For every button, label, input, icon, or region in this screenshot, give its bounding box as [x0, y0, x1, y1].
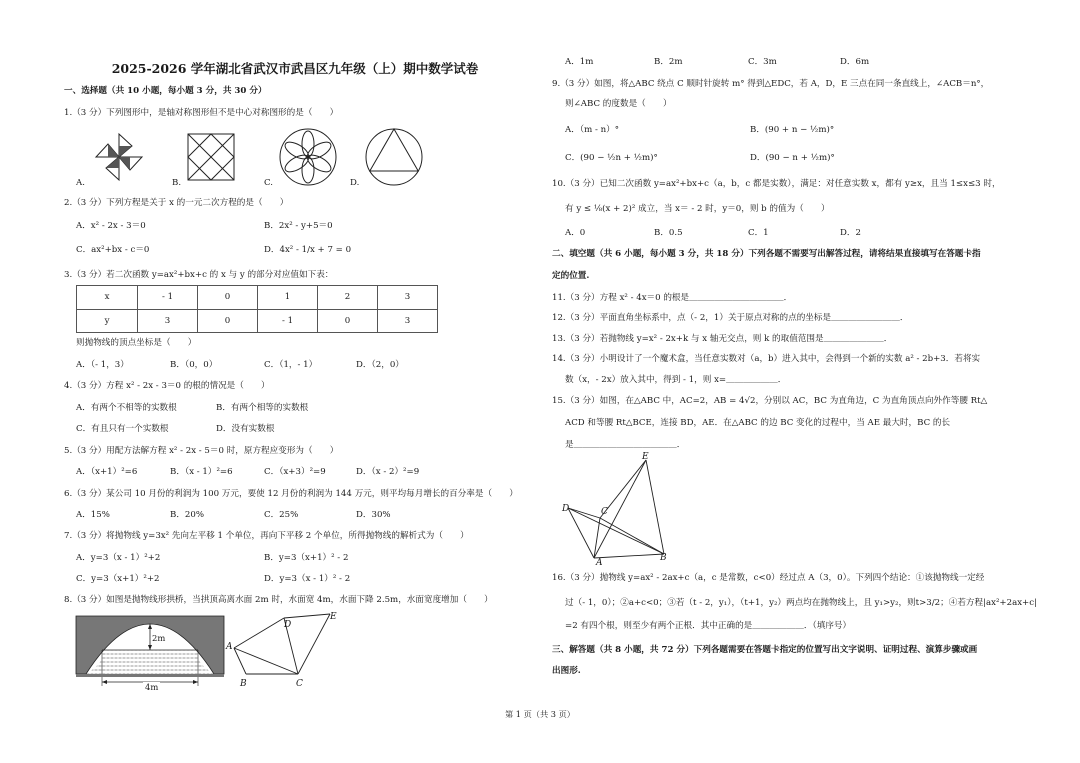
- q15-stem-2: ACD 和等腰 Rt△BCE，连接 BD，AE．在△ABC 的边 BC 变化的过程中，当 AE 最大时，BC 的长: [565, 418, 951, 428]
- q7-option-a[interactable]: A．y=3（x - 1）²+2: [76, 553, 161, 563]
- section-3-heading: 三、解答题（共 8 小题，共 72 分）下列各题需要在答题卡指定的位置写出文字说明、证明过程、演算步骤或画: [552, 645, 978, 655]
- q8-option-c[interactable]: C．3m: [748, 57, 777, 67]
- q15-label-a: A: [596, 558, 603, 568]
- q15-label-c: C: [601, 507, 608, 517]
- q8-option-a[interactable]: A．1m: [565, 57, 594, 67]
- q2-stem: 2.（3 分）下列方程是关于 x 的一元二次方程的是（ ）: [64, 198, 289, 208]
- q15-stem: 15.（3 分）如图，在△ABC 中，AC=2，AB = 4√2，分别以 AC，BC 为直角边，C 为直角顶点向外作等腰 Rt△: [552, 396, 988, 406]
- q11-stem: 11.（3 分）方程 x² - 4x＝0 的根是＿＿＿＿＿＿＿＿＿＿＿．: [552, 293, 793, 303]
- q10-option-b[interactable]: B．0.5: [654, 228, 683, 238]
- q1-option-d[interactable]: D.: [350, 178, 360, 188]
- q1-option-a[interactable]: A.: [76, 178, 85, 188]
- q1-figure-c-flower: [278, 127, 338, 187]
- q6-stem: 6.（3 分）某公司 10 月份的利润为 100 万元，要使 12 月份的利润为 144 万元，则平均每月增长的百分率是（ ）: [64, 489, 518, 499]
- q1-figure-a-pinwheel: [92, 130, 146, 184]
- q10-option-c[interactable]: C．1: [748, 228, 769, 238]
- q7-option-d[interactable]: D．y=3（x - 1）² - 2: [264, 574, 351, 584]
- q16-stem: 16.（3 分）抛物线 y=ax² - 2ax+c（a，c 是常数，c<0）经过点 A（3，0）。下列四个结论：①该抛物线一定经: [552, 573, 985, 583]
- table-header-y: y: [77, 309, 138, 333]
- table-cell: 1: [258, 286, 318, 310]
- q9-label-e: E: [330, 612, 337, 622]
- q1-figure-b-square: [186, 132, 236, 182]
- q7-stem: 7.（3 分）将抛物线 y=3x² 先向左平移 1 个单位，再向下平移 2 个单位，所得抛物线的解析式为（ ）: [64, 531, 469, 541]
- q2-option-c[interactable]: C．ax²+bx - c＝0: [76, 245, 150, 255]
- section-2-heading: 二、填空题（共 6 小题，每小题 3 分，共 18 分）下列各题不需要写出解答过程，请将结果直接填写在答题卡指: [552, 249, 981, 259]
- page-footer: 第 1 页（共 3 页）: [505, 709, 575, 719]
- q5-option-b[interactable]: B．（x - 1）²=6: [170, 467, 233, 477]
- q6-option-d[interactable]: D．30%: [356, 510, 391, 520]
- q3-after: 则抛物线的顶点坐标是（ ）: [76, 338, 197, 348]
- q7-option-c[interactable]: C．y=3（x+1）²+2: [76, 574, 160, 584]
- q9-label-a: A: [226, 642, 233, 652]
- q15-triangle-figure: [562, 454, 672, 566]
- q10-option-d[interactable]: D．2: [840, 228, 861, 238]
- q9-label-b: B: [240, 679, 247, 689]
- table-cell: - 1: [138, 286, 198, 310]
- q1-figure-d-circle-triangle: [364, 127, 424, 187]
- q9-option-b[interactable]: B．(90 + n − ½m)°: [750, 125, 835, 135]
- q9-label-c: C: [296, 679, 303, 689]
- q15-stem-3: 是＿＿＿＿＿＿＿＿＿＿＿＿．: [565, 440, 686, 450]
- q3-stem: 3.（3 分）若二次函数 y=ax²+bx+c 的 x 与 y 的部分对应值如下表：: [64, 270, 334, 280]
- table-cell: 2: [318, 286, 378, 310]
- section-3-heading-cont: 出图形.: [552, 666, 581, 676]
- q16-stem-3: =2 有四个根，则至少有两个正根．其中正确的是＿＿＿＿＿＿．（填序号）: [565, 621, 852, 631]
- table-cell: 0: [318, 309, 378, 333]
- q7-option-b[interactable]: B．y=3（x+1）² - 2: [264, 553, 349, 563]
- q1-option-b[interactable]: B.: [172, 178, 182, 188]
- table-cell: - 1: [258, 309, 318, 333]
- q2-option-a[interactable]: A．x² - 2x - 3＝0: [76, 221, 146, 231]
- q8-arch-bridge-figure: [76, 616, 224, 692]
- q4-option-d[interactable]: D．没有实数根: [216, 424, 275, 434]
- q4-option-a[interactable]: A．有两个不相等的实数根: [76, 403, 177, 413]
- q2-option-b[interactable]: B．2x² - y+5＝0: [264, 221, 333, 231]
- q3-option-a[interactable]: A．（- 1，3）: [76, 360, 129, 370]
- table-cell: 3: [378, 309, 438, 333]
- exam-title: 2025-2026 学年湖北省武汉市武昌区九年级（上）期中数学试卷: [111, 61, 479, 76]
- section-2-heading-cont: 定的位置.: [552, 271, 590, 281]
- q9-option-c[interactable]: C．(90 − ½n + ½m)°: [565, 153, 658, 163]
- q3-option-d[interactable]: D．（2，0）: [356, 360, 404, 370]
- q13-stem: 13.（3 分）若抛物线 y=x² - 2x+k 与 x 轴无交点，则 k 的取值范围是＿＿＿＿＿＿＿．: [552, 334, 893, 344]
- q6-option-b[interactable]: B．20%: [170, 510, 205, 520]
- q5-option-a[interactable]: A．（x+1）²=6: [76, 467, 138, 477]
- q10-stem: 10.（3 分）已知二次函数 y=ax²+bx+c（a，b，c 都是实数），满足：对任意实数 x，都有 y≥x，且当 1≤x≤3 时，: [552, 179, 1001, 189]
- q8-option-d[interactable]: D．6m: [840, 57, 870, 67]
- q9-stem-2: 则∠ABC 的度数是（ ）: [565, 99, 672, 109]
- q4-option-c[interactable]: C．有且只有一个实数根: [76, 424, 169, 434]
- q9-label-d: D: [284, 620, 292, 630]
- q14-stem: 14.（3 分）小明设计了一个魔术盒，当任意实数对（a，b）进入其中，会得到一个新的实数 a² - 2b+3．若将实: [552, 354, 981, 364]
- table-row: [77, 286, 438, 310]
- q8-height-label: 2m: [152, 633, 166, 643]
- q10-stem-2: 有 y ≤ ⅛(x + 2)² 成立，当 x＝ - 2 时，y＝0，则 b 的值为（ ）: [565, 204, 830, 214]
- q2-option-d[interactable]: D．4x² - 1/x + 7 = 0: [264, 245, 352, 255]
- q16-stem-2: 过（- 1，0）；②a+c<0；③若（t - 2，y₁），（t+1，y₂）两点均在抛物线上，且 y₁>y₂，则t>3/2；④若方程|ax²+2ax+c|: [565, 598, 1037, 608]
- q4-option-b[interactable]: B．有两个相等的实数根: [216, 403, 309, 413]
- q3-option-b[interactable]: B．（0，0）: [170, 360, 218, 370]
- table-row: [77, 309, 438, 333]
- q6-option-a[interactable]: A．15%: [76, 510, 110, 520]
- q5-stem: 5.（3 分）用配方法解方程 x² - 2x - 5＝0 时，原方程应变形为（ ）: [64, 446, 339, 456]
- q8-option-b[interactable]: B．2m: [654, 57, 683, 67]
- table-cell: 0: [198, 286, 258, 310]
- q9-option-d[interactable]: D．(90 − n + ½m)°: [750, 153, 835, 163]
- q3-value-table: [76, 285, 438, 333]
- q5-option-d[interactable]: D．（x - 2）²=9: [356, 467, 420, 477]
- q15-label-d: D: [562, 504, 570, 514]
- table-cell: 3: [378, 286, 438, 310]
- q12-stem: 12.（3 分）平面直角坐标系中，点（- 2，1）关于原点对称的点的坐标是＿＿＿＿＿＿＿＿．: [552, 313, 909, 323]
- table-header-x: x: [77, 286, 138, 310]
- section-1-heading: 一、选择题（共 10 小题，每小题 3 分，共 30 分）: [64, 86, 267, 96]
- q5-option-c[interactable]: C．（x+3）²=9: [264, 467, 326, 477]
- q9-option-a[interactable]: A．（m - n）°: [565, 125, 620, 135]
- q14-stem-2: 数（x，- 2x）放入其中，得到 - 1，则 x=＿＿＿＿＿＿．: [565, 375, 787, 385]
- q1-option-c[interactable]: C.: [264, 178, 274, 188]
- q15-label-b: B: [660, 553, 667, 563]
- q8-stem: 8.（3 分）如图是抛物线形拱桥，当拱顶高离水面 2m 时，水面宽 4m，水面下降 2.5m，水面宽度增加（ ）: [64, 595, 493, 605]
- table-cell: 0: [198, 309, 258, 333]
- q3-option-c[interactable]: C．（1，- 1）: [264, 360, 318, 370]
- q1-stem: 1.（3 分）下列图形中，是轴对称图形但不是中心对称图形的是（ ）: [64, 108, 339, 118]
- q15-label-e: E: [642, 452, 649, 462]
- q9-stem: 9.（3 分）如图，将△ABC 绕点 C 顺时针旋转 m° 得到△EDC，若 A，D，E 三点在同一条直线上，∠ACB＝n°，: [552, 79, 990, 89]
- q10-option-a[interactable]: A．0: [565, 228, 586, 238]
- table-cell: 3: [138, 309, 198, 333]
- q6-option-c[interactable]: C．25%: [264, 510, 299, 520]
- q4-stem: 4.（3 分）方程 x² - 2x - 3＝0 的根的情况是（ ）: [64, 381, 270, 391]
- q8-width-label: 4m: [145, 682, 159, 692]
